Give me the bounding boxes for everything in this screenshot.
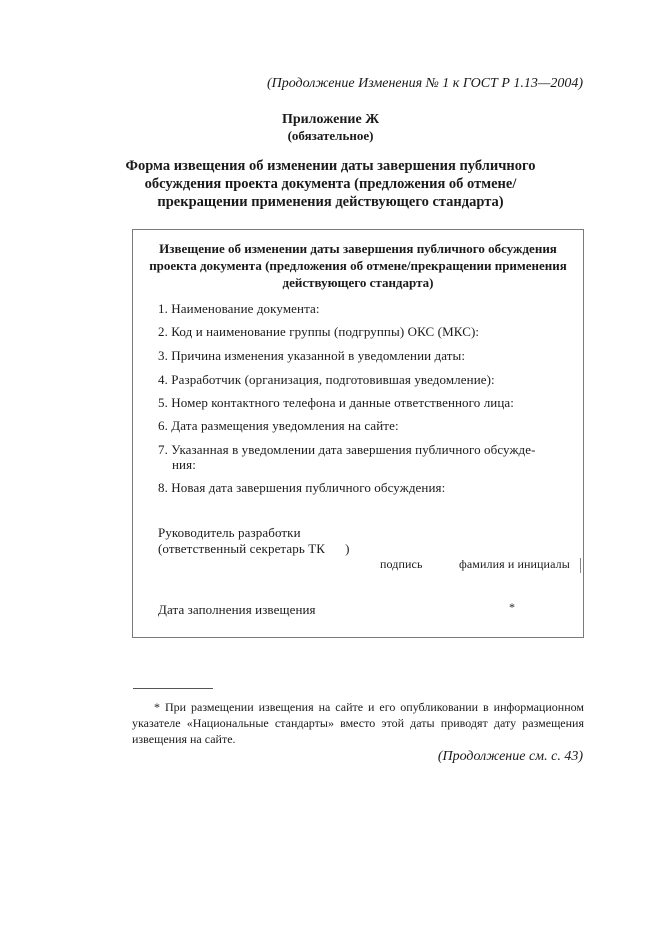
form-item-original-end-date-continuation: ния: [172, 457, 196, 472]
form-item-original-end-date: 7. Указанная в уведомлении дата завершения публичного обсужде- [158, 442, 536, 457]
fill-date-label: Дата заполнения извещения [158, 602, 316, 617]
appendix-status: (обязательное) [287, 128, 374, 143]
signature-sign-caption: подпись [380, 557, 423, 571]
form-item-oks-code: 2. Код и наименование группы (подгруппы) ОКС (МКС): [158, 324, 480, 339]
signature-name-caption: фамилия и инициалы [459, 557, 570, 571]
form-item-document-name: 1. Наименование документа: [158, 301, 320, 316]
form-item-contact-phone: 5. Номер контактного телефона и данные ответственного лица: [158, 395, 514, 410]
notice-title-line: действующего стандарта) [282, 275, 434, 290]
notice-title-line: Извещение об изменении даты завершения публичного обсуждения [159, 241, 557, 256]
fill-date-footnote-mark: * [509, 600, 516, 614]
appendix-title: Приложение Ж [281, 112, 380, 127]
form-title [0, 157, 661, 211]
notice-title-line: проекта документа (предложения об отмене/прекращении применения [149, 258, 567, 273]
signature-role-label: Руководитель разработки [158, 525, 301, 540]
footnote-text: * При размещении извещения на сайте и его опубликовании в информационном указателе «Национальные стандарты» вместо этой даты приводят дату размещения извещения на сайте. [132, 700, 584, 746]
form-item-new-end-date: 8. Новая дата завершения публичного обсуждения: [158, 480, 446, 495]
form-title-line: Форма извещения об изменении даты завершения публичного [125, 158, 536, 174]
footnote-separator [133, 688, 213, 689]
form-title-line: обсуждения проекта документа (предложения об отмене/ [144, 176, 517, 192]
form-item-change-reason: 3. Причина изменения указанной в уведомлении даты: [158, 348, 466, 363]
notice-title [138, 240, 578, 291]
header-continuation-note: (Продолжение Изменения № 1 к ГОСТ Р 1.13—2004) [266, 76, 583, 91]
signature-divider [580, 558, 581, 573]
footer-continuation-note: (Продолжение см. с. 43) [437, 749, 583, 764]
signature-committee-label: (ответственный секретарь ТК ) [158, 541, 350, 556]
form-title-line: прекращении применения действующего стандарта) [157, 194, 504, 210]
form-item-posting-date: 6. Дата размещения уведомления на сайте: [158, 418, 399, 433]
form-item-developer: 4. Разработчик (организация, подготовившая уведомление): [158, 372, 495, 387]
